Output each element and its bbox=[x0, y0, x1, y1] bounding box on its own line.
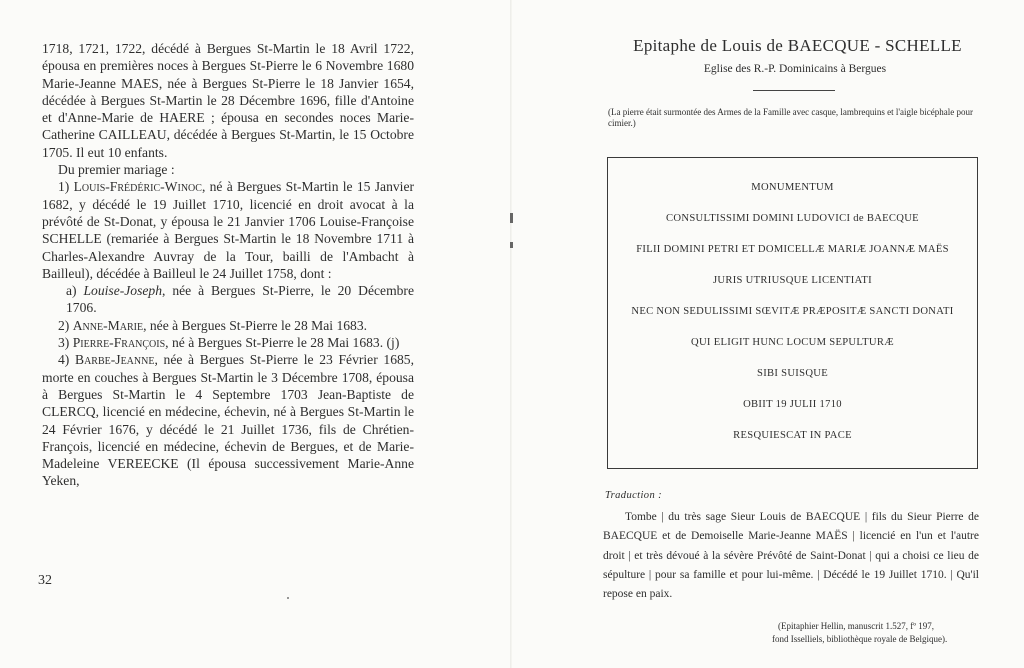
inscription-line: JURIS UTRIUSQUE LICENTIATI bbox=[712, 275, 873, 286]
first-marriage-heading: Du premier mariage : bbox=[58, 162, 175, 178]
child-number: 1) bbox=[58, 179, 70, 195]
child-number: 4) bbox=[58, 352, 70, 368]
inscription-line: OBIIT 19 JULII 1710 bbox=[743, 399, 842, 410]
source-line: fond Isselliels, bibliothèque royale de Belgique). bbox=[772, 634, 948, 644]
left-page bbox=[0, 0, 510, 668]
translation-text: Tombe | du très sage Sieur Louis de BAECQUE | fils du Sieur Pierre de BAECQUE et de Demoiselle Marie-Jeanne MAËS | licencié en l'un et l'autre droit | et très dévoué à la sévère Prévôté de Saint-Donat | qui a choisi ce lieu de sépulture | pour sa famille et pour lui-même. | Décédé le 19 Juillet 1710. | Qu'il repose en paix. bbox=[603, 511, 979, 601]
source-line: (Epitaphier Hellin, manuscrit 1.527, fº 197, bbox=[778, 621, 935, 631]
inscription-line: MONUMENTUM bbox=[751, 182, 834, 193]
genealogy-text bbox=[42, 40, 414, 490]
grandchild-entry-a bbox=[42, 282, 414, 317]
translation-label: Traduction : bbox=[605, 490, 663, 501]
child-entry-2 bbox=[42, 317, 414, 334]
child-entry-1 bbox=[42, 178, 414, 282]
child-number: a) bbox=[66, 283, 77, 299]
inscription-line: NEC NON SEDULISSIMI SŒVITÆ PRÆPOSITÆ SANCTI DONATI bbox=[631, 306, 954, 317]
child-number: 2) bbox=[58, 317, 70, 333]
book-gutter bbox=[510, 0, 512, 668]
child-name: Anne-Marie bbox=[72, 317, 144, 333]
inscription-line: QUI ELIGIT HUNC LOCUM SEPULTURÆ bbox=[691, 337, 894, 348]
source-citation bbox=[772, 620, 982, 646]
speck bbox=[287, 597, 289, 599]
gutter-mark bbox=[510, 242, 513, 248]
intro-paragraph: 1718, 1721, 1722, décédé à Bergues St-Martin le 18 Avril 1722, épousa en premières noces à Bergues St-Pierre le 6 Novembre 1680 Marie-Jeanne MAES, née à Bergues St-Pierre le 18 Janvier 1654, décédée à Bergues St-Martin le 28 Décembre 1696, fille d'Antoine et d'Anne-Marie de HAERE ; épousa en secondes noces Marie-Catherine CAILLEAU, décédée à Bergues St-Martin, le 15 Octobre 1705. Il eut 10 enfants. bbox=[42, 41, 414, 160]
child-name: Pierre-François bbox=[72, 335, 166, 351]
epitaph-title: Epitaphe de Louis de BAECQUE - SCHELLE bbox=[633, 36, 962, 55]
gutter-mark bbox=[510, 213, 513, 223]
inscription-line: SIBI SUISQUE bbox=[757, 368, 828, 379]
child-details: , née à Bergues St-Pierre le 23 Février 1685, morte en couches à Bergues St-Martin le 3 Décembre 1708, épousa à Bergues St-Martin le 4 Septembre 1703 Jean-Baptiste de CLERCQ, licencié en médecine, échevin, né à Bergues St-Martin le 24 Février 1676, y décédé le 21 Juillet 1736, fils de Chrétien-François, licencié en médecine, échevin de Bergues, et de Marie-Madeleine VEREECKE (Il épousa successivement Marie-Anne Yeken, bbox=[42, 352, 414, 489]
child-name: Louis-Frédéric-Winoc bbox=[73, 179, 202, 195]
page-number: 32 bbox=[38, 573, 52, 588]
inscription-line: RESQUIESCAT IN PACE bbox=[733, 430, 852, 441]
child-details: , née à Bergues St-Pierre le 28 Mai 1683. bbox=[143, 317, 368, 333]
child-name: Louise-Joseph bbox=[83, 283, 163, 299]
inscription-line: FILII DOMINI PETRI ET DOMICELLÆ MARIÆ JOANNÆ MAËS bbox=[636, 244, 949, 255]
child-name: Barbe-Jeanne bbox=[75, 352, 155, 368]
coat-of-arms-note: (La pierre était surmontée des Armes de la Famille avec casque, lambrequins et l'aigle bicéphale pour cimier.) bbox=[608, 107, 973, 128]
child-entry-3 bbox=[42, 334, 414, 351]
title-divider bbox=[753, 90, 835, 91]
child-details: , né à Bergues St-Martin le 15 Janvier 1682, y décédé le 19 Juillet 1710, licencié en droit avocat à la prévôté de St-Donat, y épousa le 21 Janvier 1706 Louise-Françoise SCHELLE (remariée à Bergues St-Martin le 18 Novembre 1711 à Charles-Alexandre Auvray de la Tour, bailli de l'Ambacht à Bailleul), décédée à Bailleul le 24 Juillet 1758, dont : bbox=[42, 179, 415, 281]
child-details: , né à Bergues St-Pierre le 28 Mai 1683. (j) bbox=[165, 335, 400, 351]
child-details: , née à Bergues St-Pierre, le 20 Décembre 1706. bbox=[66, 283, 414, 316]
inscription-line: CONSULTISSIMI DOMINI LUDOVICI de BAECQUE bbox=[666, 213, 919, 224]
child-number: 3) bbox=[58, 335, 70, 351]
inscription-box bbox=[607, 157, 978, 469]
epitaph-subtitle: Eglise des R.-P. Dominicains à Bergues bbox=[703, 63, 887, 75]
child-entry-4 bbox=[42, 351, 414, 489]
